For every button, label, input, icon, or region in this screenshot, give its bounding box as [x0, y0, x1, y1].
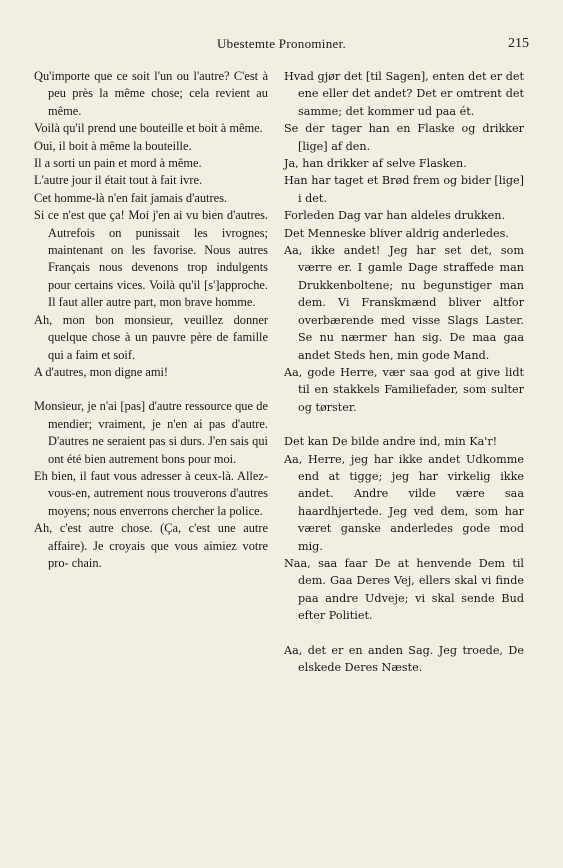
french-entry: Il a sorti un pain et mord à même.	[34, 156, 202, 171]
danish-entry: Naa, saa faar De at henvende Dem til dem. Gaa Deres Vej, ellers skal vi finde paa andre Udveje; vi skal sende Bud efter Politiet.	[284, 556, 524, 623]
danish-entry: Se der tager han en Flaske og drikker [lige] af den.	[284, 122, 524, 153]
french-entry: Voilà qu'il prend une bouteille et boit à même.	[34, 121, 263, 136]
danish-entry: Det kan De bilde andre ind, min Ka'r!	[284, 435, 498, 449]
french-column	[34, 68, 268, 572]
section-gap	[284, 416, 524, 433]
french-entry: Eh bien, il faut vous adresser à ceux-là. Allez-vous-en, autrement nous trouverons d'autres moyens; nous enverrons chercher la police.	[34, 468, 268, 518]
danish-entry: Ja, han drikker af selve Flasken.	[284, 157, 467, 171]
danish-entry: Aa, ikke andet! Jeg har set det, som værre er. I gamle Dage straffede man Drukkenboltene; nu begunstiger man dem. Vi Franskmænd bliver altfor overbærende med visse Slags Laster. Se nu nærmer han sig. De maa gaa andet Steds hen, min gode Mand.	[284, 244, 524, 362]
french-entry: A d'autres, mon digne ami!	[34, 364, 169, 379]
danish-entry: Han har taget et Brød frem og bider [lige] i det.	[284, 174, 524, 205]
page-header	[34, 36, 529, 52]
danish-entry: Aa, det er en anden Sag. Jeg troede, De elskede Deres Næste.	[284, 643, 524, 674]
french-entry: Si ce n'est que ça! Moi j'en ai vu bien d'autres. Autrefois on punissait les ivrognes; maintenant on les favorise. Nous autres Français nous devenons trop indulgents pour certains vices. Voilà qu'il [s']approche. Il faut aller autre part, mon brave homme.	[34, 208, 268, 310]
french-entry: Cet homme-là n'en fait jamais d'autres.	[34, 190, 228, 205]
danish-entry: Forleden Dag var han aldeles drukken.	[284, 209, 506, 223]
danish-entry: Aa, Herre, jeg har ikke andet Udkomme end at tigge; jeg har virkelig ikke andet. Andre vilde være saa haardhjertede. Jeg ved dem, som har været ganske anderledes gode mod mig.	[284, 452, 524, 553]
section-gap	[34, 381, 268, 398]
french-entry: L'autre jour il était tout à fait ivre.	[34, 173, 203, 188]
page-number: 215	[508, 36, 529, 51]
french-entry: Oui, il boit à même la bouteille.	[34, 138, 192, 153]
danish-entry: Det Menneske bliver aldrig anderledes.	[284, 226, 509, 240]
running-title: Ubestemte Pronominer.	[216, 36, 347, 51]
french-entry: Ah, c'est autre chose. (Ça, c'est une autre affaire). Je croyais que vous aimiez votre pro- chain.	[34, 521, 268, 570]
danish-column	[284, 68, 524, 676]
danish-entry: Aa, gode Herre, vær saa god at give lidt til en stakkels Familiefader, som sulter og tørster.	[284, 365, 524, 414]
french-entry: Qu'importe que ce soit l'un ou l'autre? C'est à peu près la même chose; cela revient au même.	[34, 69, 268, 118]
french-entry: Ah, mon bon monsieur, veuillez donner quelque chose à un pauvre père de famille qui a faim et soif.	[34, 312, 268, 362]
french-entry: Monsieur, je n'ai [pas] d'autre ressource que de mendier; vraiment, je n'en ai pas d'autre. D'autres ne seraient pas si durs. J'en sais qui ont été bien autrement bons pour moi.	[34, 399, 268, 466]
section-gap	[284, 625, 524, 642]
danish-entry: Hvad gjør det [til Sagen], enten det er det ene eller det andet? Det er omtrent det samme; det kommer ud paa ét.	[284, 70, 524, 118]
